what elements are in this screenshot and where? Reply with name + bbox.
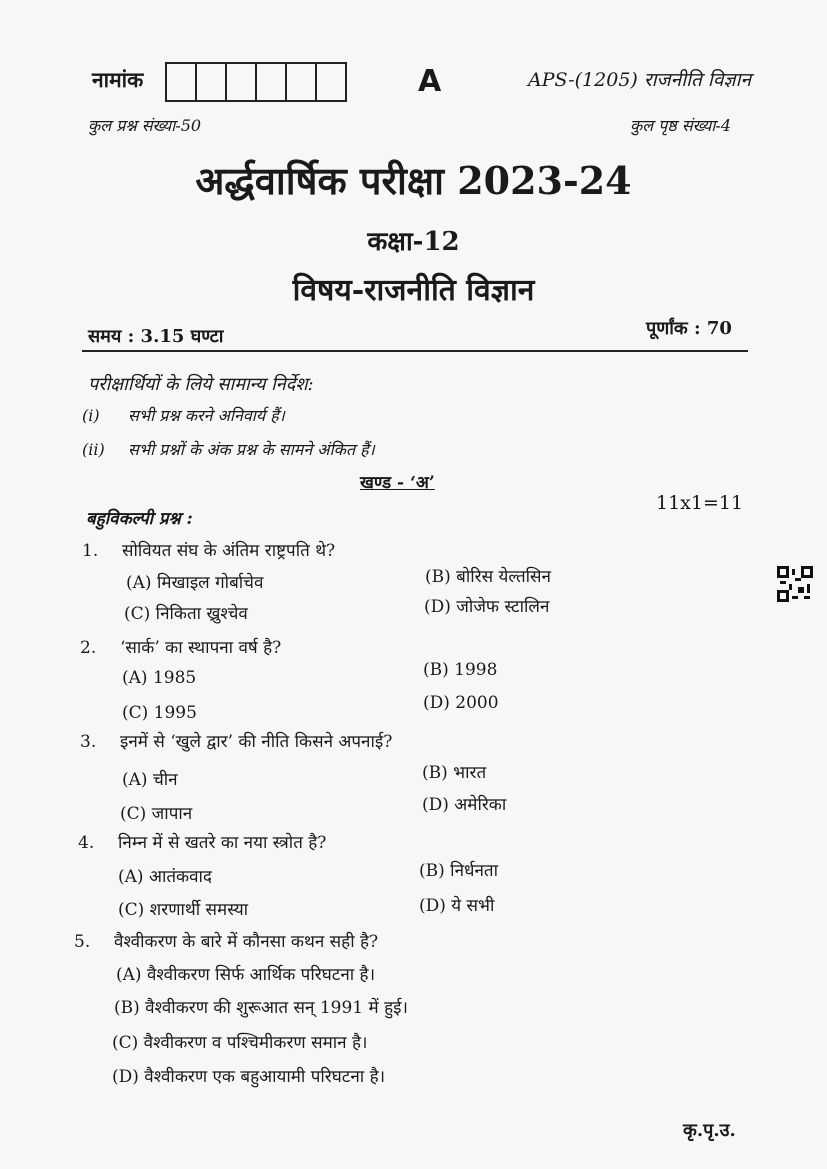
exam-title: अर्द्धवार्षिक परीक्षा 2023-24	[195, 158, 632, 203]
option: (D) अमेरिका	[422, 795, 507, 815]
option: (D) जोजेफ स्टालिन	[424, 597, 550, 617]
roll-number-boxes	[165, 62, 347, 102]
section-title: खण्ड - ‘अ’	[360, 473, 435, 493]
option: (B) वैश्वीकरण की शुरूआत सन् 1991 में हुई।	[114, 998, 408, 1018]
option: (C) निकिता ख्रुश्चेव	[124, 604, 248, 624]
instructions-title: परीक्षार्थियों के लिये सामान्य निर्देश:	[88, 374, 314, 395]
option: (A) आतंकवाद	[118, 867, 212, 887]
option: (B) भारत	[422, 763, 487, 783]
question: 4. निम्न में से खतरे का नया स्त्रोत है?	[78, 833, 327, 853]
header-divider	[82, 350, 748, 352]
section-marks: 11x1=11	[656, 492, 744, 514]
option: (A) मिखाइल गोर्बाचेव	[126, 573, 264, 593]
option: (D) वैश्वीकरण एक बहुआयामी परिघटना है।	[112, 1067, 386, 1087]
question: 2. ‘सार्क’ का स्थापना वर्ष है?	[80, 638, 282, 658]
option: (C) शरणार्थी समस्या	[118, 900, 249, 920]
instruction-item: (i) सभी प्रश्न करने अनिवार्य हैं।	[82, 406, 285, 425]
option: (B) 1998	[423, 660, 498, 680]
option: (C) 1995	[122, 703, 197, 723]
question: 5. वैश्वीकरण के बारे में कौनसा कथन सही है?	[74, 932, 379, 952]
max-marks: पूर्णांक : 70	[646, 318, 732, 339]
roll-number-label: नामांक	[92, 67, 144, 92]
option: (A) चीन	[122, 770, 178, 790]
mcq-heading: बहुविकल्पी प्रश्न :	[86, 509, 193, 529]
roll-digit-box	[227, 64, 257, 100]
option: (B) बोरिस येल्तसिन	[425, 567, 551, 587]
exam-class: कक्षा-12	[367, 227, 460, 257]
please-turn-over: कृ.पृ.उ.	[683, 1120, 736, 1141]
option: (A) 1985	[122, 668, 197, 688]
roll-digit-box	[197, 64, 227, 100]
total-questions: कुल प्रश्न संख्या-50	[88, 116, 202, 135]
qr-code-icon	[777, 566, 813, 602]
exam-time: समय : 3.15 घण्टा	[88, 326, 224, 347]
option: (B) निर्धनता	[419, 861, 498, 881]
total-pages: कुल पृष्ठ संख्या-4	[630, 116, 732, 135]
roll-digit-box	[257, 64, 287, 100]
option: (C) वैश्वीकरण व पश्चिमीकरण समान है।	[112, 1033, 368, 1053]
roll-digit-box	[287, 64, 317, 100]
question: 3. इनमें से ‘खुले द्वार’ की नीति किसने अपनाई?	[80, 732, 393, 752]
option: (D) ये सभी	[419, 896, 495, 916]
roll-digit-box	[317, 64, 345, 100]
paper-code: APS-(1205) राजनीति विज्ञान	[528, 69, 752, 91]
roll-digit-box	[167, 64, 197, 100]
option: (D) 2000	[423, 693, 499, 713]
exam-subject: विषय-राजनीति विज्ञान	[292, 273, 535, 308]
question: 1. सोवियत संघ के अंतिम राष्ट्रपति थे?	[82, 541, 336, 561]
instruction-item: (ii) सभी प्रश्नों के अंक प्रश्न के सामने अंकित हैं।	[82, 440, 375, 459]
paper-set: A	[418, 64, 442, 99]
option: (C) जापान	[120, 804, 193, 824]
option: (A) वैश्वीकरण सिर्फ आर्थिक परिघटना है।	[116, 965, 376, 985]
